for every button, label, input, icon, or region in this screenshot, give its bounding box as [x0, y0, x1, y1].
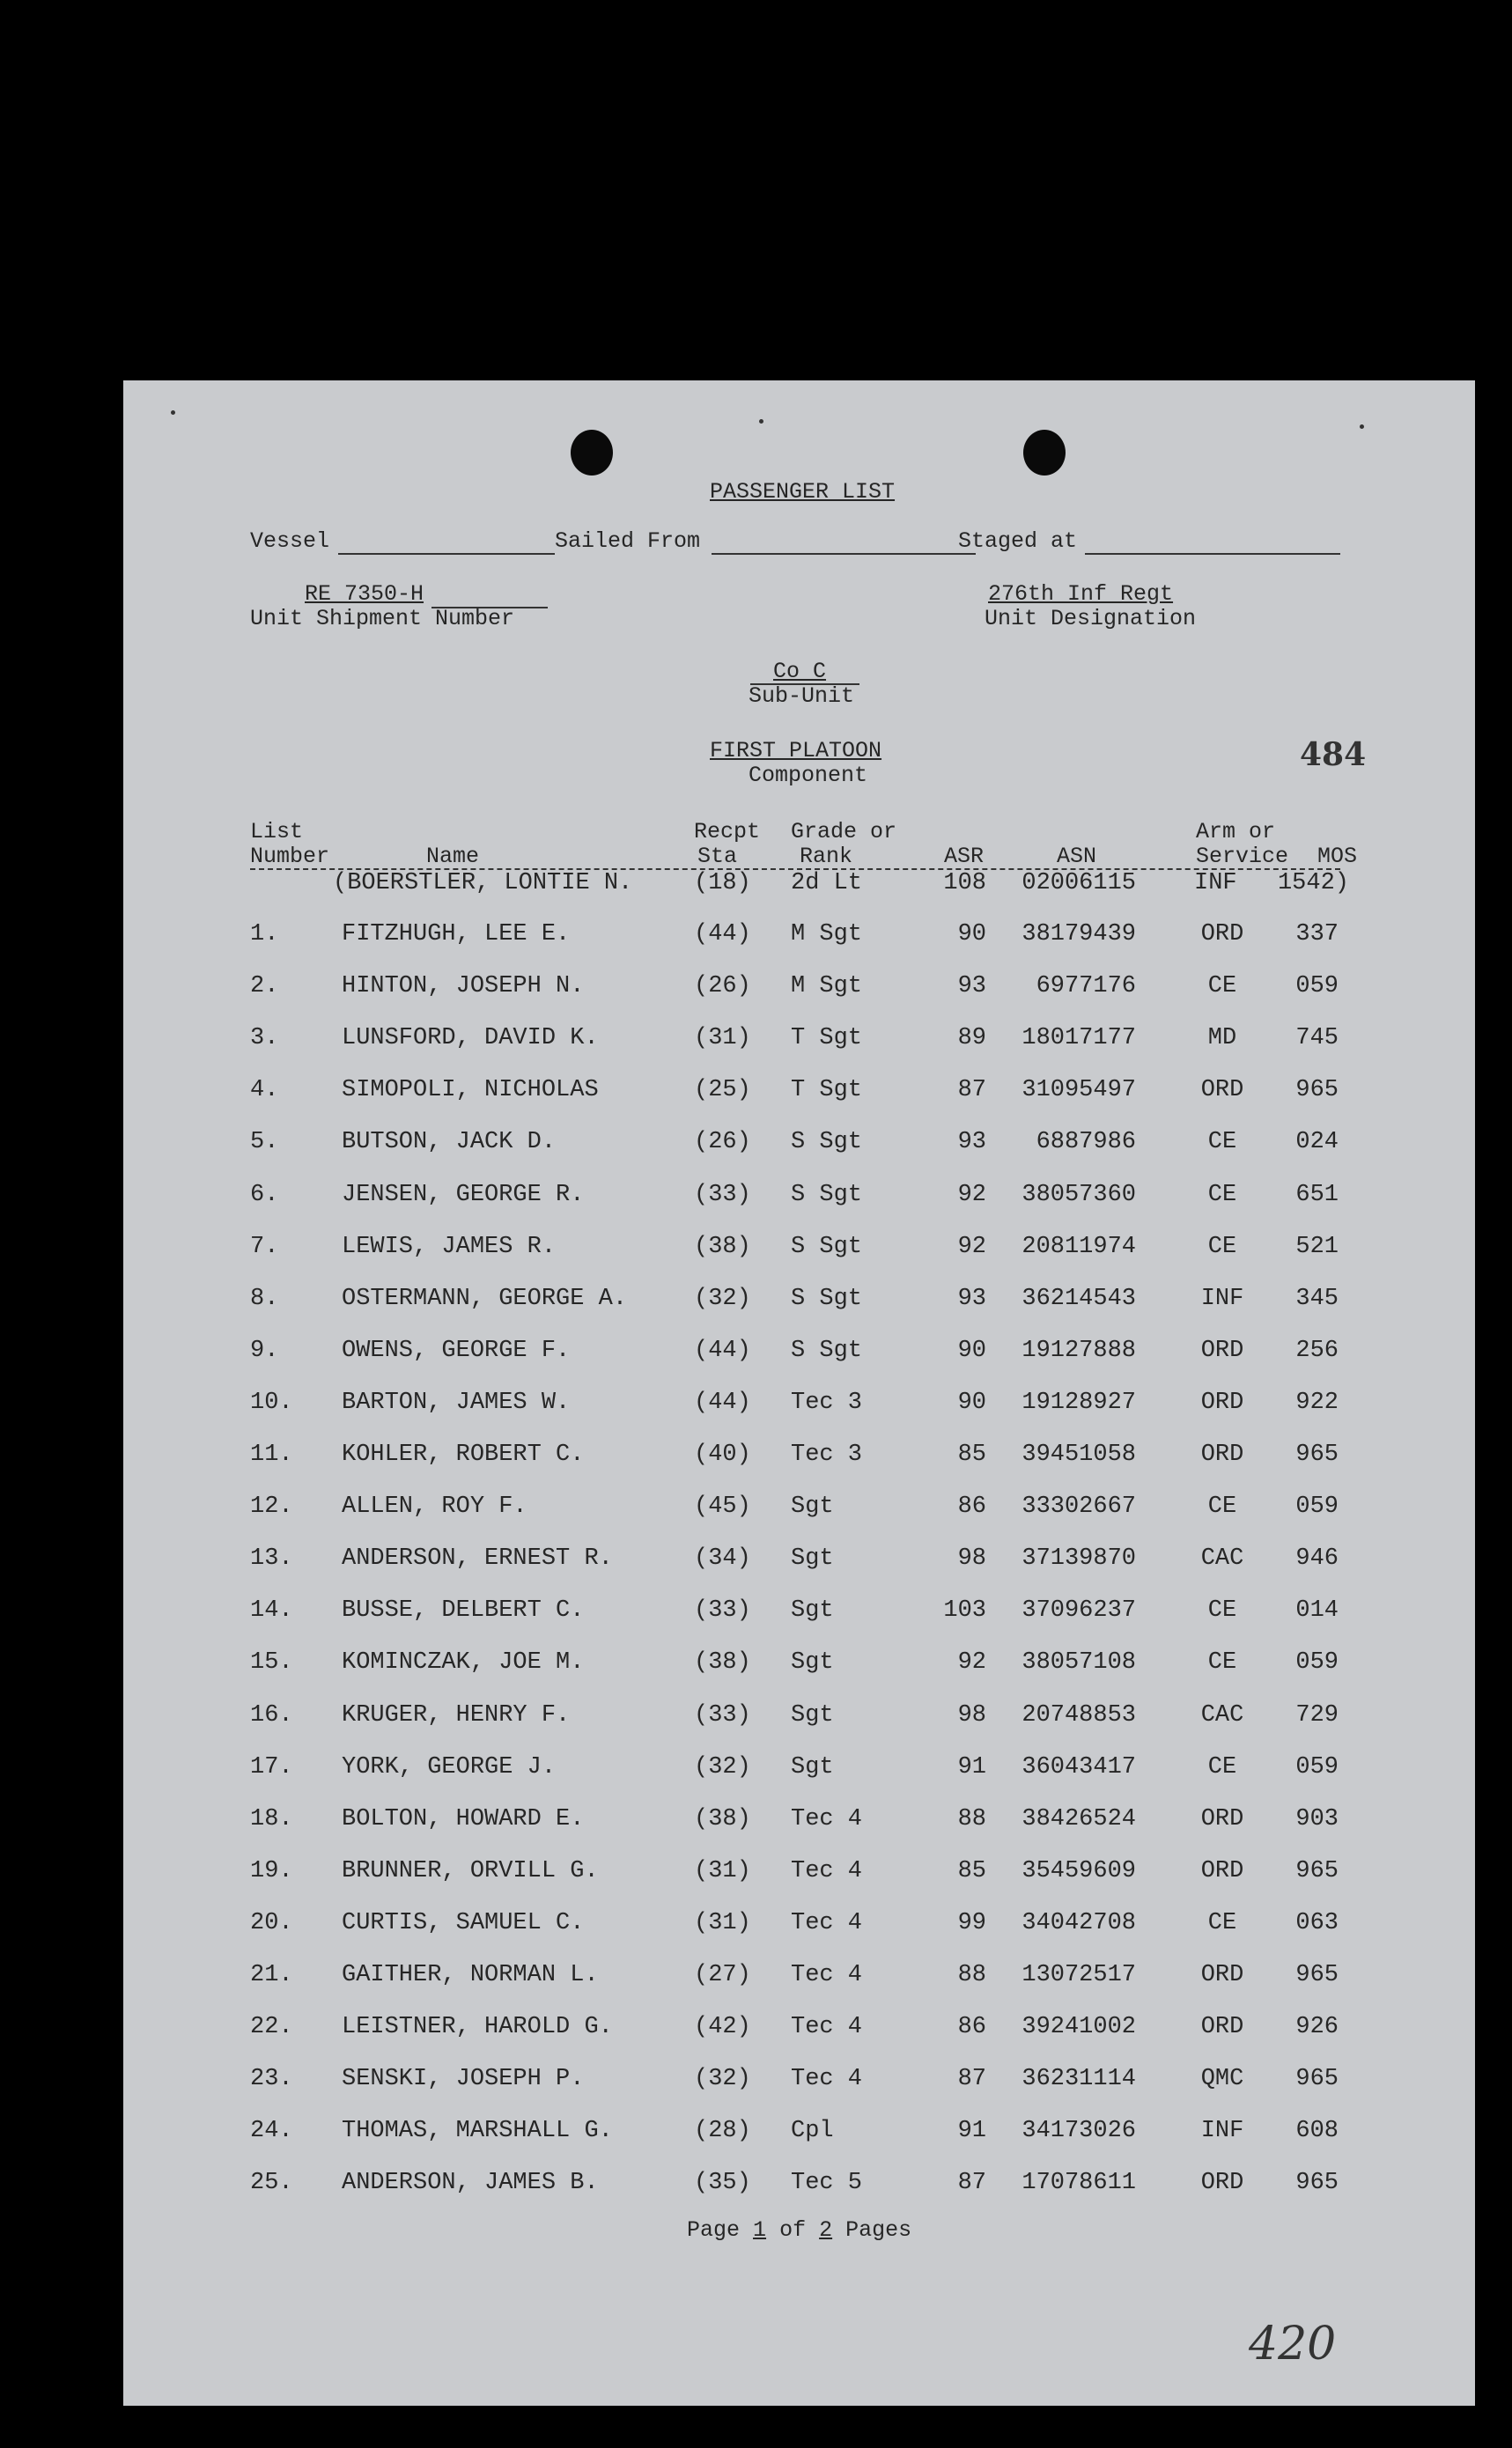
row-mos: 903 [1295, 1806, 1339, 1832]
row-arm: ORD [1200, 2170, 1244, 2196]
row-asn: 38426524 [1022, 1806, 1136, 1832]
row-number: 14. [250, 1597, 293, 1624]
row-asr: 88 [957, 1806, 986, 1832]
row-number: 18. [250, 1806, 293, 1832]
row-asn: 34173026 [1022, 2118, 1136, 2144]
row-name: HINTON, JOSEPH N. [342, 973, 585, 999]
row-name: FITZHUGH, LEE E. [342, 921, 571, 947]
row-mos: 024 [1295, 1129, 1339, 1155]
row-asn: 38057108 [1022, 1649, 1136, 1676]
row-name: BUTSON, JACK D. [342, 1129, 557, 1155]
col-asr: ASR [944, 844, 985, 869]
row-rank: M Sgt [791, 973, 863, 999]
row-rank: S Sgt [791, 1182, 863, 1208]
row-asn: 19127888 [1022, 1338, 1136, 1364]
row-number: 12. [250, 1493, 293, 1520]
row-rank: Tec 3 [791, 1442, 863, 1468]
row-name: KOHLER, ROBERT C. [342, 1442, 585, 1468]
row-sta: (33) [694, 1182, 751, 1208]
row-sta: (25) [694, 1077, 751, 1103]
row-name: KOMINCZAK, JOE M. [342, 1649, 585, 1676]
row-sta: (26) [694, 973, 751, 999]
row-sta: (32) [694, 1286, 751, 1312]
row-number: 22. [250, 2014, 293, 2040]
table-row [123, 1962, 1475, 1997]
col-mos: MOS [1317, 844, 1358, 869]
row-number: 1. [250, 921, 279, 947]
row-asn: 20748853 [1022, 1702, 1136, 1729]
row-asn: 02006115 [1022, 870, 1136, 896]
row-asn: 13072517 [1022, 1962, 1136, 1988]
row-rank: Tec 4 [791, 2014, 863, 2040]
row-mos: 1542) [1277, 870, 1349, 896]
row-mos: 965 [1295, 1962, 1339, 1988]
row-mos: 922 [1295, 1390, 1339, 1416]
row-arm: CE [1207, 1234, 1237, 1260]
row-asr: 92 [957, 1234, 986, 1260]
row-arm: CAC [1200, 1702, 1244, 1729]
row-sta: (44) [694, 1390, 751, 1416]
row-asn: 20811974 [1022, 1234, 1136, 1260]
row-rank: Sgt [791, 1649, 834, 1676]
row-name: GAITHER, NORMAN L. [342, 1962, 599, 1988]
row-arm: CE [1207, 1754, 1237, 1781]
page-prefix: Page [687, 2217, 741, 2243]
table-row [123, 1182, 1475, 1217]
row-name: YORK, GEORGE J. [342, 1754, 557, 1781]
sub-unit-value: Co C [773, 659, 827, 684]
row-sta: (35) [694, 2170, 751, 2196]
row-asr: 85 [957, 1858, 986, 1884]
row-name: BUSSE, DELBERT C. [342, 1597, 585, 1624]
row-rank: Tec 3 [791, 1390, 863, 1416]
row-sta: (28) [694, 2118, 751, 2144]
row-rank: S Sgt [791, 1338, 863, 1364]
row-rank: Sgt [791, 1754, 834, 1781]
row-asn: 38179439 [1022, 921, 1136, 947]
row-rank: Tec 5 [791, 2170, 863, 2196]
table-row [123, 1234, 1475, 1269]
row-rank: Tec 4 [791, 1910, 863, 1936]
row-rank: Sgt [791, 1493, 834, 1520]
row-name: ANDERSON, JAMES B. [342, 2170, 599, 2196]
row-rank: T Sgt [791, 1077, 863, 1103]
row-name: OSTERMANN, GEORGE A. [342, 1286, 628, 1312]
row-mos: 651 [1295, 1182, 1339, 1208]
row-asn: 33302667 [1022, 1493, 1136, 1520]
row-asr: 85 [957, 1442, 986, 1468]
speck [759, 419, 763, 424]
row-mos: 337 [1295, 921, 1339, 947]
row-number: 15. [250, 1649, 293, 1676]
row-rank: T Sgt [791, 1025, 863, 1051]
table-row [123, 1754, 1475, 1789]
row-arm: INF [1194, 870, 1237, 896]
row-arm: CE [1207, 1910, 1237, 1936]
row-asr: 99 [957, 1910, 986, 1936]
col-number: Number [250, 844, 330, 869]
row-asr: 91 [957, 2118, 986, 2144]
page-title: PASSENGER LIST [710, 479, 896, 505]
row-name: LEWIS, JAMES R. [342, 1234, 557, 1260]
row-number: 23. [250, 2066, 293, 2092]
col-arm: Arm or [1196, 819, 1276, 844]
document-page [123, 380, 1475, 2406]
row-arm: CE [1207, 1649, 1237, 1676]
punch-hole-right [1023, 430, 1066, 476]
row-sta: (34) [694, 1545, 751, 1572]
row-sta: (33) [694, 1597, 751, 1624]
table-row [123, 1442, 1475, 1477]
row-mos: 965 [1295, 2170, 1339, 2196]
row-name: ALLEN, ROY F. [342, 1493, 527, 1520]
row-sta: (45) [694, 1493, 751, 1520]
staged-at-blank [1085, 553, 1340, 555]
row-asr: 86 [957, 2014, 986, 2040]
row-asr: 88 [957, 1962, 986, 1988]
row-sta: (40) [694, 1442, 751, 1468]
row-sta: (31) [694, 1025, 751, 1051]
col-service: Service [1196, 844, 1289, 869]
row-mos: 745 [1295, 1025, 1339, 1051]
row-arm: ORD [1200, 1442, 1244, 1468]
row-mos: 014 [1295, 1597, 1339, 1624]
row-name: LEISTNER, HAROLD G. [342, 2014, 613, 2040]
row-name: CURTIS, SAMUEL C. [342, 1910, 585, 1936]
vessel-label: Vessel [250, 528, 330, 554]
row-mos: 729 [1295, 1702, 1339, 1729]
punch-hole-left [571, 430, 613, 476]
row-sta: (33) [694, 1702, 751, 1729]
row-asr: 89 [957, 1025, 986, 1051]
row-arm: INF [1200, 2118, 1244, 2144]
table-row [123, 1286, 1475, 1321]
table-row [123, 1390, 1475, 1425]
row-rank: S Sgt [791, 1129, 863, 1155]
row-name: JENSEN, GEORGE R. [342, 1182, 585, 1208]
col-list: List [250, 819, 304, 844]
col-recpt: Recpt [694, 819, 761, 844]
row-rank: M Sgt [791, 921, 863, 947]
row-arm: ORD [1200, 1858, 1244, 1884]
row-mos: 063 [1295, 1910, 1339, 1936]
col-asn: ASN [1057, 844, 1097, 869]
table-row [123, 1338, 1475, 1373]
row-asn: 6977176 [1036, 973, 1136, 999]
row-number: 25. [250, 2170, 293, 2196]
page-of: of [779, 2217, 807, 2243]
row-asn: 37096237 [1022, 1597, 1136, 1624]
table-row [123, 973, 1475, 1008]
col-grade: Grade or [791, 819, 897, 844]
row-asn: 38057360 [1022, 1182, 1136, 1208]
row-name: BARTON, JAMES W. [342, 1390, 571, 1416]
row-name: OWENS, GEORGE F. [342, 1338, 571, 1364]
page-indicator [687, 2217, 911, 2243]
table-row [123, 1649, 1475, 1685]
row-asn: 36214543 [1022, 1286, 1136, 1312]
row-asr: 98 [957, 1702, 986, 1729]
row-asn: 6887986 [1036, 1129, 1136, 1155]
table-row [123, 1702, 1475, 1737]
row-asr: 108 [943, 870, 986, 896]
row-asr: 93 [957, 1286, 986, 1312]
row-number: 4. [250, 1077, 279, 1103]
row-number: 7. [250, 1234, 279, 1260]
row-name: KRUGER, HENRY F. [342, 1702, 571, 1729]
row-mos: 059 [1295, 1493, 1339, 1520]
row-asr: 90 [957, 1390, 986, 1416]
table-row [123, 1597, 1475, 1633]
col-rank: Rank [800, 844, 853, 869]
row-rank: Cpl [791, 2118, 834, 2144]
row-arm: ORD [1200, 1077, 1244, 1103]
table-row [123, 1077, 1475, 1112]
row-asr: 91 [957, 1754, 986, 1781]
table-row-bracketed [123, 870, 1475, 905]
handwritten-page-number: 420 [1249, 2318, 1337, 2371]
row-asn: 35459609 [1022, 1858, 1136, 1884]
row-mos: 946 [1295, 1545, 1339, 1572]
table-row [123, 2066, 1475, 2101]
row-asr: 86 [957, 1493, 986, 1520]
row-asn: 18017177 [1022, 1025, 1136, 1051]
col-name: Name [426, 844, 480, 869]
row-number: 10. [250, 1390, 293, 1416]
row-number: 17. [250, 1754, 293, 1781]
row-sta: (44) [694, 1338, 751, 1364]
row-arm: CE [1207, 973, 1237, 999]
row-arm: QMC [1200, 2066, 1244, 2092]
row-asn: 36043417 [1022, 1754, 1136, 1781]
table-row [123, 1025, 1475, 1060]
row-sta: (38) [694, 1234, 751, 1260]
row-rank: Tec 4 [791, 1962, 863, 1988]
row-mos: 059 [1295, 973, 1339, 999]
row-rank: 2d Lt [791, 870, 863, 896]
row-mos: 965 [1295, 1442, 1339, 1468]
table-row [123, 2170, 1475, 2205]
row-asr: 93 [957, 973, 986, 999]
row-rank: Sgt [791, 1702, 834, 1729]
row-name: SENSKI, JOSEPH P. [342, 2066, 585, 2092]
row-mos: 059 [1295, 1754, 1339, 1781]
row-name: SIMOPOLI, NICHOLAS [342, 1077, 599, 1103]
row-arm: ORD [1200, 1338, 1244, 1364]
row-number: 8. [250, 1286, 279, 1312]
row-asr: 92 [957, 1182, 986, 1208]
row-mos: 521 [1295, 1234, 1339, 1260]
row-asr: 90 [957, 921, 986, 947]
row-mos: 965 [1295, 1077, 1339, 1103]
row-rank: Tec 4 [791, 2066, 863, 2092]
table-row [123, 1545, 1475, 1581]
row-asr: 87 [957, 1077, 986, 1103]
table-row [123, 1806, 1475, 1841]
row-asn: 39241002 [1022, 2014, 1136, 2040]
row-mos: 059 [1295, 1649, 1339, 1676]
row-asn: 39451058 [1022, 1442, 1136, 1468]
row-sta: (27) [694, 1962, 751, 1988]
row-rank: Sgt [791, 1597, 834, 1624]
sailed-from-label: Sailed From [555, 528, 701, 554]
row-arm: ORD [1200, 921, 1244, 947]
row-asn: 31095497 [1022, 1077, 1136, 1103]
row-number: 11. [250, 1442, 293, 1468]
row-sta: (32) [694, 2066, 751, 2092]
row-rank: S Sgt [791, 1286, 863, 1312]
speck [171, 410, 175, 415]
row-number: 20. [250, 1910, 293, 1936]
row-sta: (38) [694, 1806, 751, 1832]
table-row [123, 1493, 1475, 1529]
row-number: 19. [250, 1858, 293, 1884]
shipment-number-value: RE 7350-H [305, 581, 424, 607]
row-sta: (32) [694, 1754, 751, 1781]
table-row [123, 1858, 1475, 1893]
row-sta: (44) [694, 921, 751, 947]
row-arm: ORD [1200, 1390, 1244, 1416]
table-row [123, 2118, 1475, 2153]
row-sta: (18) [694, 870, 751, 896]
row-asr: 103 [943, 1597, 986, 1624]
table-row [123, 2014, 1475, 2049]
table-row [123, 1129, 1475, 1164]
component-label: Component [749, 763, 868, 788]
row-sta: (42) [694, 2014, 751, 2040]
col-sta: Sta [697, 844, 738, 869]
row-asn: 37139870 [1022, 1545, 1136, 1572]
row-rank: Tec 4 [791, 1806, 863, 1832]
row-arm: CE [1207, 1597, 1237, 1624]
row-mos: 965 [1295, 2066, 1339, 2092]
row-rank: Tec 4 [791, 1858, 863, 1884]
unit-designation-value: 276th Inf Regt [988, 581, 1174, 607]
staged-at-label: Staged at [958, 528, 1078, 554]
row-arm: ORD [1200, 1962, 1244, 1988]
row-sta: (26) [694, 1129, 751, 1155]
sub-unit-label: Sub-Unit [749, 683, 855, 709]
row-arm: ORD [1200, 1806, 1244, 1832]
row-name: ANDERSON, ERNEST R. [342, 1545, 613, 1572]
row-number: 2. [250, 973, 279, 999]
row-mos: 608 [1295, 2118, 1339, 2144]
row-number: 9. [250, 1338, 279, 1364]
sailed-from-blank [712, 553, 976, 555]
row-number: 5. [250, 1129, 279, 1155]
row-sta: (31) [694, 1910, 751, 1936]
page-suffix: Pages [845, 2217, 912, 2243]
vessel-blank [338, 553, 555, 555]
row-arm: MD [1207, 1025, 1237, 1051]
row-name: THOMAS, MARSHALL G. [342, 2118, 613, 2144]
row-mos: 965 [1295, 1858, 1339, 1884]
shipment-number-label: Unit Shipment Number [250, 606, 515, 631]
row-rank: S Sgt [791, 1234, 863, 1260]
row-asn: 34042708 [1022, 1910, 1136, 1936]
table-row [123, 921, 1475, 956]
row-arm: ORD [1200, 2014, 1244, 2040]
unit-designation-label: Unit Designation [985, 606, 1197, 631]
row-asr: 92 [957, 1649, 986, 1676]
component-value: FIRST PLATOON [710, 738, 882, 763]
page-total: 2 [819, 2217, 833, 2243]
row-name: (BOERSTLER, LONTIE N. [333, 870, 633, 896]
row-arm: CE [1207, 1182, 1237, 1208]
row-number: 13. [250, 1545, 293, 1572]
row-asn: 17078611 [1022, 2170, 1136, 2196]
row-number: 6. [250, 1182, 279, 1208]
page-number: 1 [753, 2217, 767, 2243]
row-number: 16. [250, 1702, 293, 1729]
row-asr: 93 [957, 1129, 986, 1155]
speck [1360, 424, 1364, 429]
table-row [123, 1910, 1475, 1945]
row-number: 21. [250, 1962, 293, 1988]
row-asr: 87 [957, 2170, 986, 2196]
row-asn: 19128927 [1022, 1390, 1136, 1416]
row-name: BOLTON, HOWARD E. [342, 1806, 585, 1832]
row-sta: (31) [694, 1858, 751, 1884]
row-arm: CAC [1200, 1545, 1244, 1572]
row-mos: 345 [1295, 1286, 1339, 1312]
row-arm: INF [1200, 1286, 1244, 1312]
row-number: 24. [250, 2118, 293, 2144]
row-name: BRUNNER, ORVILL G. [342, 1858, 599, 1884]
row-asr: 98 [957, 1545, 986, 1572]
row-asn: 36231114 [1022, 2066, 1136, 2092]
row-mos: 926 [1295, 2014, 1339, 2040]
row-mos: 256 [1295, 1338, 1339, 1364]
row-name: LUNSFORD, DAVID K. [342, 1025, 599, 1051]
row-number: 3. [250, 1025, 279, 1051]
row-arm: CE [1207, 1129, 1237, 1155]
row-asr: 90 [957, 1338, 986, 1364]
row-sta: (38) [694, 1649, 751, 1676]
stamped-number: 484 [1300, 736, 1367, 773]
row-asr: 87 [957, 2066, 986, 2092]
row-rank: Sgt [791, 1545, 834, 1572]
row-arm: CE [1207, 1493, 1237, 1520]
